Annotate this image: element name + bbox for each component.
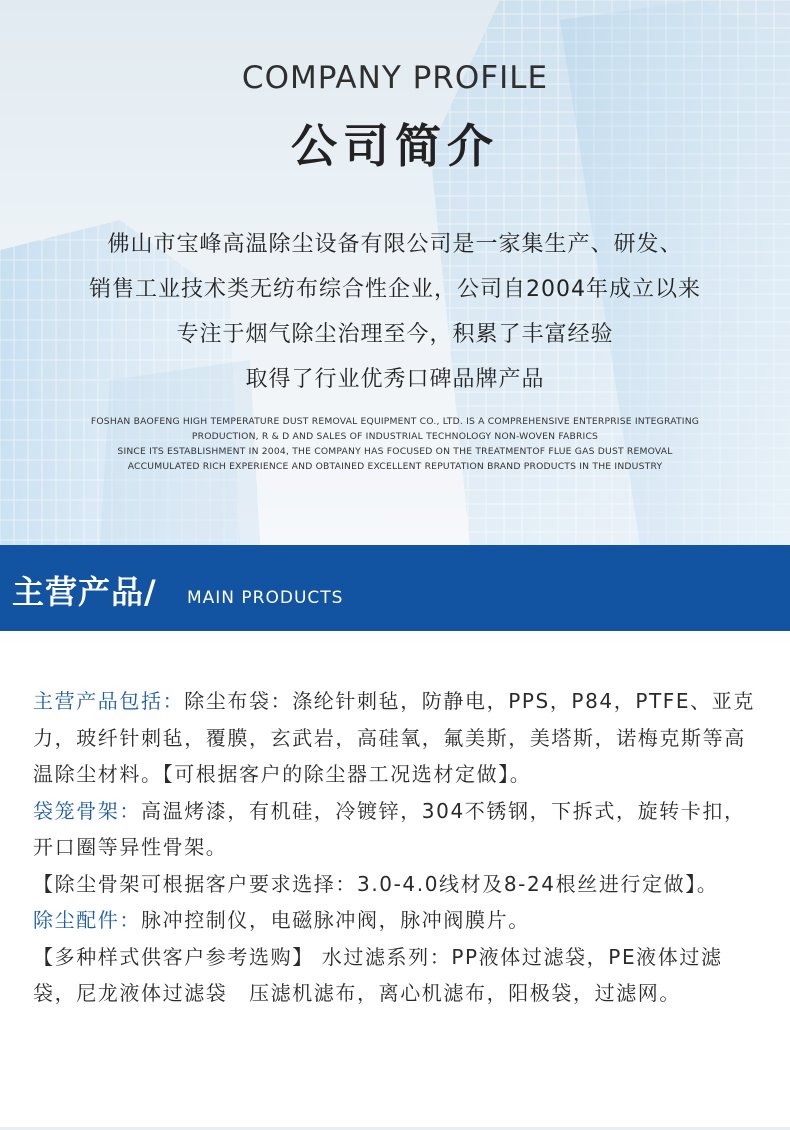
products-label: 主营产品包括：: [33, 689, 185, 713]
intro-english-paragraph: [40, 414, 750, 474]
products-paragraph: [33, 683, 755, 793]
intro-paragraph: [20, 222, 770, 402]
company-profile-hero: [0, 0, 790, 545]
intro-line: 销售工业技术类无纺布综合性企业，公司自2004年成立以来: [89, 277, 701, 302]
accessories-label: 除尘配件：: [33, 908, 141, 932]
cage-note-paragraph: 【除尘骨架可根据客户要求选择：3.0-4.0线材及8-24根丝进行定做】。: [33, 871, 719, 896]
cage-paragraph: [33, 793, 755, 866]
products-description: [33, 683, 755, 1012]
accessories-text: 脉冲控制仪，电磁脉冲阀，脉冲阀膜片。: [141, 908, 530, 932]
intro-en-line: ACCUMULATED RICH EXPERIENCE AND OBTAINED EXCELLENT REPUTATION BRAND PRODUCTS IN THE INDUSTRY: [127, 461, 663, 472]
main-products-banner: [0, 545, 790, 631]
intro-en-line: FOSHAN BAOFENG HIGH TEMPERATURE DUST REMOVAL EQUIPMENT CO., LTD. IS A COMPREHENSIVE ENTERPRISE INTEGRATING: [90, 416, 700, 427]
cage-label: 袋笼骨架：: [33, 798, 141, 823]
profile-title-en: COMPANY PROFILE: [241, 60, 549, 96]
accessories-paragraph: [33, 902, 755, 939]
intro-en-line: PRODUCTION, R & D AND SALES OF INDUSTRIAL TECHNOLOGY NON-WOVEN FABRICS: [191, 431, 599, 442]
water-filter-paragraph: 【多种样式供客户参考选购】 水过滤系列：PP液体过滤袋，PE液体过滤袋，尼龙液体过滤袋 压滤机滤布，离心机滤布，阳极袋，过滤网。: [33, 944, 723, 1005]
cage-text: 高温烤漆，有机硅，冷镀锌，304不锈钢，下拆式，旋转卡扣，开口圈等异性骨架。: [33, 798, 746, 859]
main-products-title-cn: 主营产品/: [12, 573, 157, 611]
intro-line: 专注于烟气除尘治理至今，积累了丰富经验: [176, 322, 614, 347]
main-products-title-en: MAIN PRODUCTS: [187, 588, 344, 608]
intro-en-line: SINCE ITS ESTABLISHMENT IN 2004, THE COMPANY HAS FOCUSED ON THE TREATMENTOF FLUE GAS DUST REMOVAL: [117, 446, 673, 457]
intro-line: 佛山市宝峰高温除尘设备有限公司是一家集生产、研发、: [107, 232, 683, 257]
products-text: 除尘布袋：涤纶针刺毡，防静电，PPS，P84，PTFE、亚克力，玻纤针刺毡，覆膜，玄武岩，高硅氧，氟美斯，美塔斯，诺梅克斯等高温除尘材料。【可根据客户的除尘器工况选材定做】。: [33, 689, 755, 786]
profile-title-cn: 公司简介: [291, 119, 499, 173]
intro-line: 取得了行业优秀口碑品牌产品: [245, 367, 545, 392]
